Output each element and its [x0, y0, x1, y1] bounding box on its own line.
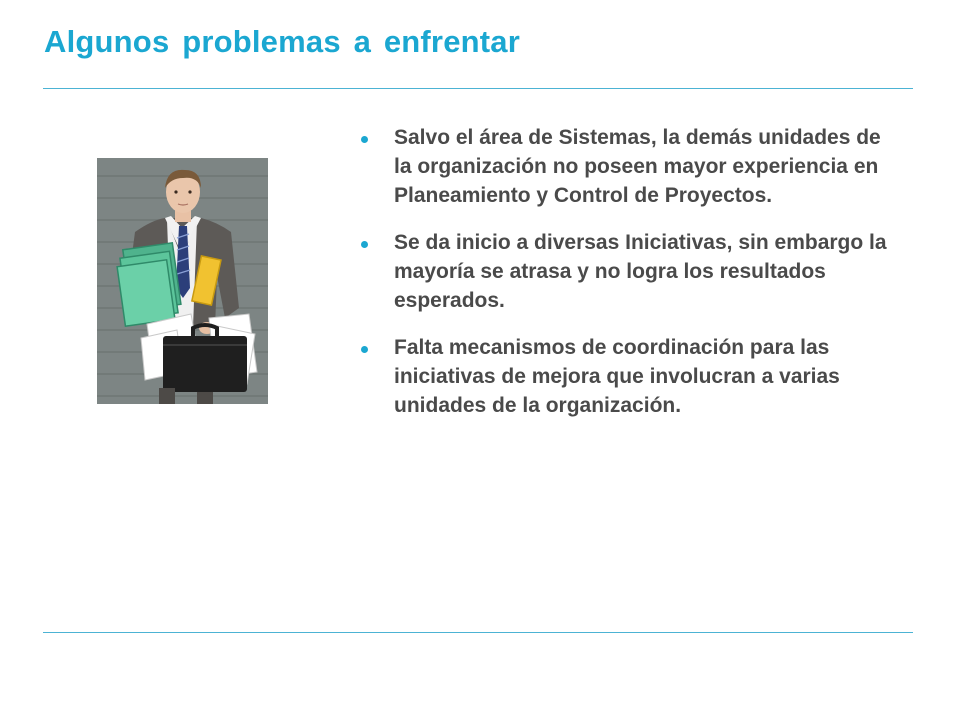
businessman-illustration [97, 158, 268, 404]
bullet-item [356, 123, 896, 210]
bullet-dot-icon [361, 346, 368, 353]
businessman-photo [97, 158, 268, 404]
bullet-list [356, 123, 896, 438]
bullet-item [356, 333, 896, 420]
bullet-text: Falta mecanismos de coordinación para las iniciativas de mejora que involucran a varias unidades de la organización. [394, 336, 840, 417]
bullet-dot-icon [361, 136, 368, 143]
slide-title: Algunos problemas a enfrentar [44, 24, 521, 59]
bullet-dot-icon [361, 241, 368, 248]
title-divider [43, 88, 913, 89]
footer-divider [43, 632, 913, 633]
bullet-item [356, 228, 896, 315]
bullet-text: Salvo el área de Sistemas, la demás unidades de la organización no poseen mayor experiencia en Planeamiento y Control de Proyectos. [394, 126, 881, 207]
bullet-text: Se da inicio a diversas Iniciativas, sin embargo la mayoría se atrasa y no logra los resultados esperados. [394, 231, 887, 312]
